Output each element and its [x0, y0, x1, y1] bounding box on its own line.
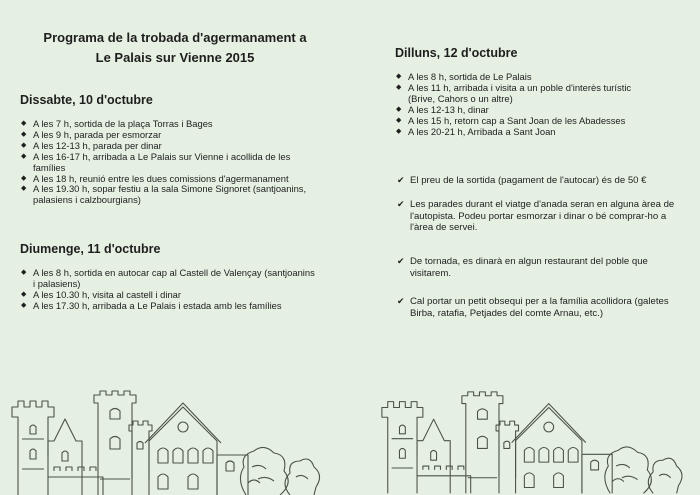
diamond-bullet-icon: ◆ [396, 73, 402, 80]
check-mark-icon: ✔ [397, 296, 405, 306]
check-mark-icon: ✔ [397, 175, 405, 185]
check-mark-icon: ✔ [397, 199, 405, 209]
diamond-bullet-icon: ◆ [21, 130, 27, 138]
schedule-item: ◆ A les 7 h, sortida de la plaça Torras i Bages [21, 118, 213, 129]
monday-heading: Dilluns, 12 d'octubre [395, 46, 518, 60]
diamond-bullet-icon: ◆ [396, 83, 402, 91]
title-line-2: Le Palais sur Vienne 2015 [95, 50, 255, 65]
diamond-bullet-icon: ◆ [21, 120, 27, 127]
schedule-item: ◆ A les 17.30 h, arribada a Le Palais i estada amb les famílies [21, 299, 282, 311]
program-title [0, 28, 350, 68]
schedule-item: ◆ A les 20-21 h, Arribada a Sant Joan [396, 125, 556, 137]
sunday-schedule [18, 268, 318, 312]
title-line-1: Programa de la trobada d'agermanament a [43, 30, 307, 45]
schedule-item: ◆ A les 9 h, parada per esmorzar [21, 128, 162, 140]
diamond-bullet-icon: ◆ [21, 174, 27, 182]
diamond-bullet-icon: ◆ [21, 141, 27, 149]
diamond-bullet-icon: ◆ [21, 152, 27, 160]
check-mark-icon: ✔ [397, 256, 405, 266]
castle-illustration [378, 359, 700, 495]
schedule-item: ◆ A les 8 h, sortida de Le Palais [396, 71, 532, 82]
gift-note: ✔ Cal portar un petit obsequi per a la família acollidora (galetes Birba, ratafia, Petjades del comte Arnau, etc.) [397, 296, 669, 319]
diamond-bullet-icon: ◆ [396, 116, 402, 124]
price-note: ✔ El preu de la sortida (pagament de l'autocar) és de 50 € [397, 175, 647, 186]
schedule-item: ◆ A les 12-13 h, parada per dinar [21, 139, 162, 151]
saturday-heading: Dissabte, 10 d'octubre [20, 93, 153, 107]
schedule-item: ◆ A les 10.30 h, visita al castell i dinar [21, 288, 181, 300]
diamond-bullet-icon: ◆ [21, 301, 27, 309]
saturday-schedule [18, 119, 318, 206]
schedule-item: ◆ A les 16-17 h, arribada a Le Palais sur Vienne i acollida de les famílies [21, 150, 291, 173]
return-lunch-note: ✔ De tornada, es dinarà en algun restaurant del poble que visitarem. [397, 256, 648, 279]
schedule-item: ◆ A les 8 h, sortida en autocar cap al Castell de Valençay (santjoanins i palasiens) [21, 267, 315, 289]
diamond-bullet-icon: ◆ [21, 185, 27, 193]
schedule-item: ◆ A les 12-13 h, dinar [396, 103, 489, 115]
diamond-bullet-icon: ◆ [396, 127, 402, 135]
diamond-bullet-icon: ◆ [396, 105, 402, 113]
diamond-bullet-icon: ◆ [21, 269, 27, 276]
monday-schedule [393, 72, 658, 137]
castle-illustration [8, 359, 338, 495]
diamond-bullet-icon: ◆ [21, 290, 27, 298]
schedule-item: ◆ A les 15 h, retorn cap a Sant Joan de les Abadesses [396, 114, 626, 126]
schedule-item: ◆ A les 19.30 h, sopar festiu a la sala Simone Signoret (santjoanins, palasiens i calzbourgians) [21, 183, 307, 206]
right-page [350, 0, 700, 495]
schedule-item: ◆ A les 11 h, arribada i visita a un poble d'interès turístic (Brive, Cahors o un altre) [396, 81, 632, 104]
schedule-item: ◆ A les 18 h, reunió entre les dues comissions d'agermanament [21, 172, 289, 184]
sunday-heading: Diumenge, 11 d'octubre [20, 242, 161, 256]
breakfast-note: ✔ Les parades durant el viatge d'anada seran en alguna àrea de l'autopista. Podeu portar esmorzar i dinar o bé comprar-ho a l'àrea de servei. [397, 199, 675, 233]
